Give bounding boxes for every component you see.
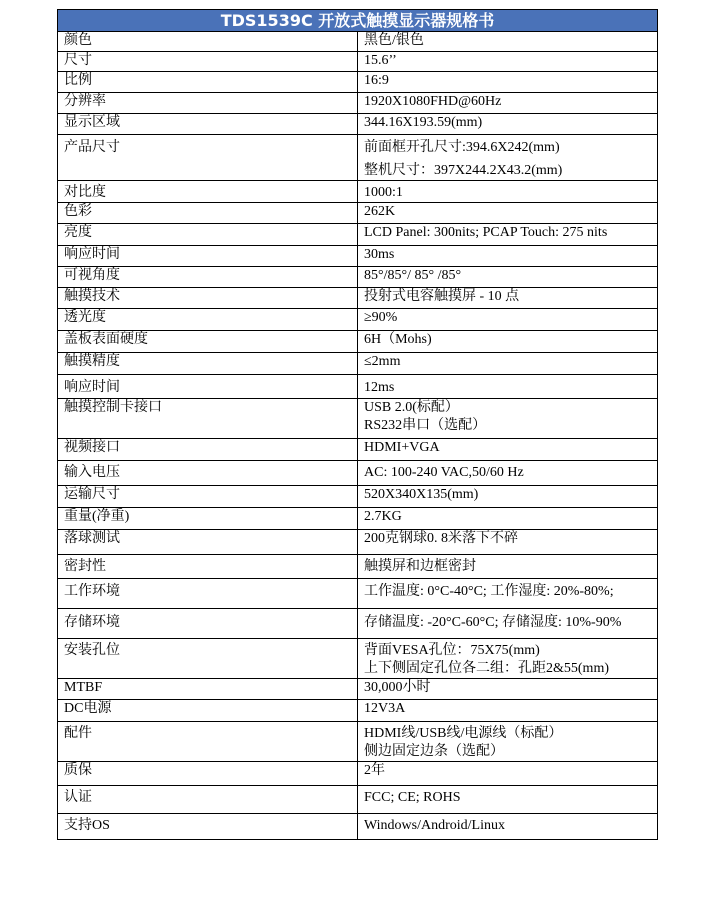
spec-value [358, 814, 658, 840]
spec-row [58, 814, 658, 840]
spec-label: 产品尺寸 [58, 135, 358, 181]
spec-row [58, 639, 658, 679]
spec-row [58, 762, 658, 786]
spec-value [358, 331, 658, 353]
spec-value [358, 486, 658, 508]
spec-value-line: 15.6’’ [364, 53, 397, 68]
spec-value [358, 353, 658, 375]
spec-value-line: 整机尺寸：397X244.2X43.2(mm) [364, 163, 563, 178]
spec-value-line: 2.7KG [364, 509, 402, 524]
spec-value [358, 246, 658, 267]
spec-value [358, 32, 658, 52]
spec-row [58, 555, 658, 579]
spec-row [58, 72, 658, 93]
spec-row [58, 679, 658, 700]
spec-label: 质保 [58, 762, 358, 786]
spec-value-line: HDMI+VGA [364, 440, 440, 455]
spec-label: 密封性 [58, 555, 358, 579]
spec-label: 颜色 [58, 32, 358, 52]
spec-value-line: 投射式电容触摸屏 - 10 点 [364, 289, 520, 304]
spec-row [58, 461, 658, 486]
spec-value [358, 639, 658, 679]
spec-label: 分辨率 [58, 93, 358, 114]
spec-value-line: 1000:1 [364, 185, 403, 200]
spec-value [358, 135, 658, 181]
spec-value-line: 200克钢球0. 8米落下不碎 [364, 531, 518, 546]
spec-row [58, 288, 658, 309]
spec-value [358, 762, 658, 786]
spec-label: 对比度 [58, 181, 358, 203]
spec-label: 显示区域 [58, 114, 358, 135]
spec-row [58, 93, 658, 114]
spec-label: 盖板表面硬度 [58, 331, 358, 353]
spec-value [358, 267, 658, 288]
spec-value [358, 579, 658, 609]
spec-row [58, 353, 658, 375]
spec-value-line: 85°/85°/ 85° /85° [364, 268, 462, 283]
spec-label: 响应时间 [58, 246, 358, 267]
spec-label: 配件 [58, 722, 358, 762]
spec-row [58, 399, 658, 439]
spec-value-line: 前面框开孔尺寸:394.6X242(mm) [364, 140, 560, 155]
spec-value [358, 679, 658, 700]
spec-value-line: AC: 100-240 VAC,50/60 Hz [364, 465, 524, 480]
spec-label: 透光度 [58, 309, 358, 331]
spec-row [58, 508, 658, 530]
spec-value-line: 侧边固定边条（选配） [364, 744, 504, 759]
spec-label: DC电源 [58, 700, 358, 722]
spec-label: 输入电压 [58, 461, 358, 486]
spec-row [58, 52, 658, 72]
spec-value-line: 黑色/银色 [364, 33, 424, 48]
spec-label: 尺寸 [58, 52, 358, 72]
spec-label: 运输尺寸 [58, 486, 358, 508]
spec-value-line: 背面VESA孔位：75X75(mm) [364, 643, 540, 658]
spec-value-line: 6H（Mohs) [364, 332, 432, 347]
spec-value [358, 52, 658, 72]
spec-value-line: USB 2.0(标配） [364, 400, 459, 415]
spec-label: 可视角度 [58, 267, 358, 288]
spec-label: 触摸控制卡接口 [58, 399, 358, 439]
spec-value [358, 555, 658, 579]
spec-value [358, 399, 658, 439]
spec-value [358, 722, 658, 762]
spec-value [358, 72, 658, 93]
spec-value-line: 344.16X193.59(mm) [364, 115, 483, 130]
spec-value-line: 30,000小时 [364, 680, 431, 695]
spec-row [58, 246, 658, 267]
spec-row [58, 722, 658, 762]
spec-value [358, 786, 658, 814]
spec-label: 认证 [58, 786, 358, 814]
spec-value-line: 存储温度: -20°C-60°C; 存储湿度: 10%-90% [364, 615, 622, 630]
spec-value-line: HDMI线/USB线/电源线（标配） [364, 726, 563, 741]
spec-value [358, 461, 658, 486]
spec-label: 重量(净重) [58, 508, 358, 530]
spec-label: 响应时间 [58, 375, 358, 399]
spec-value [358, 93, 658, 114]
spec-label: 存储环境 [58, 609, 358, 639]
spec-row [58, 114, 658, 135]
spec-value-line: ≥90% [364, 310, 398, 325]
spec-label: 比例 [58, 72, 358, 93]
spec-value-line: Windows/Android/Linux [364, 818, 505, 833]
spec-label: 视频接口 [58, 439, 358, 461]
spec-label: 触摸精度 [58, 353, 358, 375]
spec-value [358, 114, 658, 135]
sheet-title: TDS1539C 开放式触摸显示器规格书 [58, 10, 658, 32]
spec-value-line: FCC; CE; ROHS [364, 790, 461, 805]
spec-row [58, 203, 658, 224]
spec-row [58, 530, 658, 555]
spec-row [58, 786, 658, 814]
spec-value-line: RS232串口（选配） [364, 418, 487, 433]
title-row [58, 10, 658, 32]
spec-value [358, 288, 658, 309]
spec-label: 落球测试 [58, 530, 358, 555]
spec-value-line: 12ms [364, 380, 395, 395]
spec-table [57, 9, 658, 840]
spec-row [58, 32, 658, 52]
spec-value-line: LCD Panel: 300nits; PCAP Touch: 275 nits [364, 225, 608, 240]
spec-value-line: 2年 [364, 763, 385, 778]
spec-value [358, 439, 658, 461]
spec-row [58, 135, 658, 181]
spec-row [58, 181, 658, 203]
spec-value [358, 508, 658, 530]
spec-label: 色彩 [58, 203, 358, 224]
spec-value [358, 181, 658, 203]
spec-value [358, 375, 658, 399]
spec-label: 支持OS [58, 814, 358, 840]
spec-label: 工作环境 [58, 579, 358, 609]
spec-row [58, 609, 658, 639]
spec-row [58, 375, 658, 399]
spec-value-line: 30ms [364, 247, 395, 262]
spec-row [58, 700, 658, 722]
spec-row [58, 331, 658, 353]
spec-row [58, 224, 658, 246]
spec-value-line: 1920X1080FHD@60Hz [364, 94, 502, 109]
spec-value-line: 工作温度: 0°C-40°C; 工作湿度: 20%-80%; [364, 584, 614, 599]
spec-value-line: ≤2mm [364, 354, 401, 369]
spec-value [358, 609, 658, 639]
spec-value-line: 520X340X135(mm) [364, 487, 479, 502]
spec-value-line: 12V3A [364, 701, 406, 716]
spec-row [58, 579, 658, 609]
spec-value [358, 309, 658, 331]
spec-row [58, 309, 658, 331]
spec-value-line: 16:9 [364, 73, 389, 88]
spec-label: 安装孔位 [58, 639, 358, 679]
spec-value-line: 262K [364, 204, 396, 219]
spec-value [358, 224, 658, 246]
spec-row [58, 486, 658, 508]
spec-value-line: 触摸屏和边框密封 [364, 559, 476, 574]
spec-label: 触摸技术 [58, 288, 358, 309]
spec-row [58, 439, 658, 461]
spec-label: 亮度 [58, 224, 358, 246]
spec-value [358, 203, 658, 224]
spec-value [358, 700, 658, 722]
spec-value [358, 530, 658, 555]
spec-label: MTBF [58, 679, 358, 700]
spec-value-line: 上下侧固定孔位各二组：孔距2&55(mm) [364, 661, 609, 676]
spec-row [58, 267, 658, 288]
